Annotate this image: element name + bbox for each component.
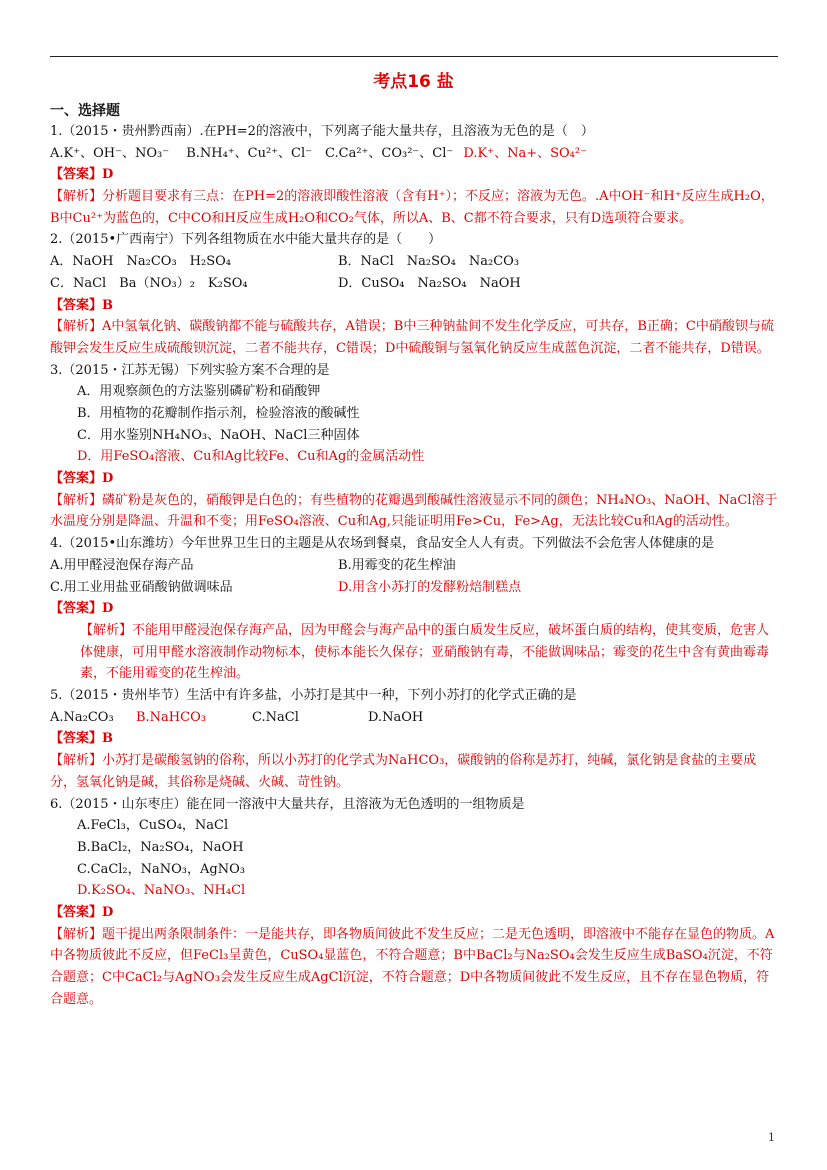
question-stem: 5.（2015・贵州毕节）生活中有许多盐，小苏打是其中一种，下列小苏打的化学式正确的是 [50, 688, 577, 704]
option-d: D.NaOH [368, 709, 424, 725]
options-row [50, 577, 780, 599]
question-2 [50, 229, 780, 359]
option-d: D.用含小苏打的发酵粉焙制糕点 [338, 579, 522, 595]
option-d: D．用FeSO₄溶液、Cu和Ag比较Fe、Cu和Ag的金属活动性 [77, 449, 425, 465]
option-b: B.NaHCO₃ [136, 709, 206, 725]
analysis-text: 【解析】题干提出两条限制条件：一是能共存，即各物质间彼此不发生反应；二是无色透明，即溶液中不能存在显色的物质。A中各物质彼此不反应，但FeCl₃呈黄色，CuSO₄显蓝色，不符合题意；B中BaCl₂与Na₂SO₄会发生反应生成BaSO₄沉淀，不符合题意；C中CaCl₂与AgNO₃会发生反应生成AgCl沉淀，不符合题意；D中各物质间彼此不发生反应，且不存在显色物质，符合题意。 [50, 926, 775, 1007]
option-b: B.BaCl₂，Na₂SO₄，NaOH [77, 839, 244, 855]
option-a: A．用观察颜色的方法鉴别磷矿粉和硝酸钾 [77, 384, 321, 400]
option-c: C.NaCl [252, 709, 299, 725]
answer-label: 【答案】B [50, 297, 113, 313]
analysis-text: 【解析】小苏打是碳酸氢钠的俗称，所以小苏打的化学式为NaHCO₃，碳酸钠的俗称是苏打，纯碱，氯化钠是食盐的主要成分，氢氧化钠是碱，其俗称是烧碱、火碱、苛性钠。 [50, 753, 757, 790]
page-title: 考点16 盐 [373, 72, 454, 92]
answer-label: 【答案】D [50, 601, 114, 617]
analysis-text: 【解析】磷矿粉是灰色的，硝酸钾是白色的；有些植物的花瓣遇到酸碱性溶液显示不同的颜色；NH₄NO₃、NaOH、NaCl溶于水温度分别是降温、升温和不变；用FeSO₄溶液、Cu和Ag,只能证明用Fe>Cu，Fe>Ag，无法比较Cu和Ag的活动性。 [50, 492, 778, 530]
question-stem: 1.（2015・贵州黔西南）.在PH=2的溶液中，下列离子能大量共存，且溶液为无色的是（ ） [50, 124, 594, 139]
question-stem: 2.（2015•广西南宁）下列各组物质在水中能大量共存的是（ ） [50, 232, 442, 248]
option-a: A．NaOH Na₂CO₃ H₂SO₄ [50, 254, 231, 270]
option-d: D．CuSO₄ Na₂SO₄ NaOH [338, 275, 521, 291]
question-5 [50, 685, 780, 793]
analysis-text: 【解析】分析题目要求有三点：在PH=2的溶液即酸性溶液（含有H⁺）；不反应；溶液为无色。.A中OH⁻和H⁺反应生成H₂O，B中Cu²⁺为蓝色的，C中CO和H反应生成H₂O和CO₂气体，所以A、B、C都不符合要求，只有D选项符合要求。 [50, 189, 774, 226]
option-b: B．用植物的花瓣制作指示剂，检验溶液的酸碱性 [77, 406, 360, 421]
option-a: A.FeCl₃，CuSO₄，NaCl [77, 818, 229, 834]
question-stem: 6.（2015・山东枣庄）能在同一溶液中大量共存，且溶液为无色透明的一组物质是 [50, 796, 525, 812]
option-a: A.Na₂CO₃ [50, 709, 114, 725]
answer-label: 【答案】B [50, 731, 113, 747]
option-c: C．NaCl Ba（NO₃）₂ K₂SO₄ [50, 275, 248, 291]
options-row [50, 273, 780, 295]
question-4 [50, 533, 780, 685]
option-c: C．用水鉴别NH₄NO₃、NaOH、NaCl三种固体 [77, 427, 360, 443]
options-row [50, 555, 780, 577]
page-number: 1 [768, 1131, 775, 1144]
option-c: C.用工业用盐亚硝酸钠做调味品 [50, 579, 233, 595]
options-row [50, 707, 780, 729]
question-1 [50, 121, 780, 229]
document-body [50, 121, 780, 1010]
options-abc: A.K⁺、OH⁻、NO₃⁻ B.NH₄⁺、Cu²⁺、Cl⁻ C.Ca²⁺、CO₃²⁻、Cl⁻ [50, 145, 454, 161]
question-stem: 3.（2015・江苏无锡）下列实验方案不合理的是 [50, 362, 330, 378]
header-rule [50, 56, 778, 57]
question-3 [50, 360, 780, 534]
section-heading: 一、选择题 [50, 103, 120, 119]
question-stem: 4.（2015•山东潍坊）今年世界卫生日的主题是从农场到餐桌，食品安全人人有责。下列做法不会危害人体健康的是 [50, 536, 715, 552]
analysis-text: 【解析】不能用甲醛浸泡保存海产品，因为甲醛会与海产品中的蛋白质发生反应，破坏蛋白质的结构，使其变质，危害人体健康，可用甲醛水溶液制作动物标本，使标本能长久保存；亚硝酸钠有毒，不能做调味品；霉变的花生中含有黄曲霉毒素，不能用霉变的花生榨油。 [80, 622, 770, 682]
option-d: D.K₂SO₄、NaNO₃、NH₄Cl [77, 883, 246, 899]
option-c: C.CaCl₂，NaNO₃，AgNO₃ [77, 861, 245, 877]
answer-label: 【答案】D [50, 471, 114, 487]
option-b: B.用霉变的花生榨油 [338, 557, 456, 573]
analysis-text: 【解析】A中氢氧化钠、碳酸钠都不能与硫酸共存，A错误；B中三种钠盐间不发生化学反应，可共存，B正确；C中硝酸钡与硫酸钾会发生反应生成硫酸钡沉淀，二者不能共存，C错误；D中硫酸铜与氢氧化钠反应生成蓝色沉淀，二者不能共存，D错误。 [50, 319, 774, 356]
question-6 [50, 794, 780, 1011]
option-b: B．NaCl Na₂SO₄ Na₂CO₃ [338, 254, 520, 270]
answer-label: 【答案】D [50, 904, 114, 920]
option-a: A.用甲醛浸泡保存海产品 [50, 557, 194, 573]
option-d: D.K⁺、Na+、SO₄²⁻ [463, 145, 587, 161]
options-row [50, 251, 780, 273]
question-options [50, 143, 780, 165]
answer-label: 【答案】D [50, 167, 114, 183]
